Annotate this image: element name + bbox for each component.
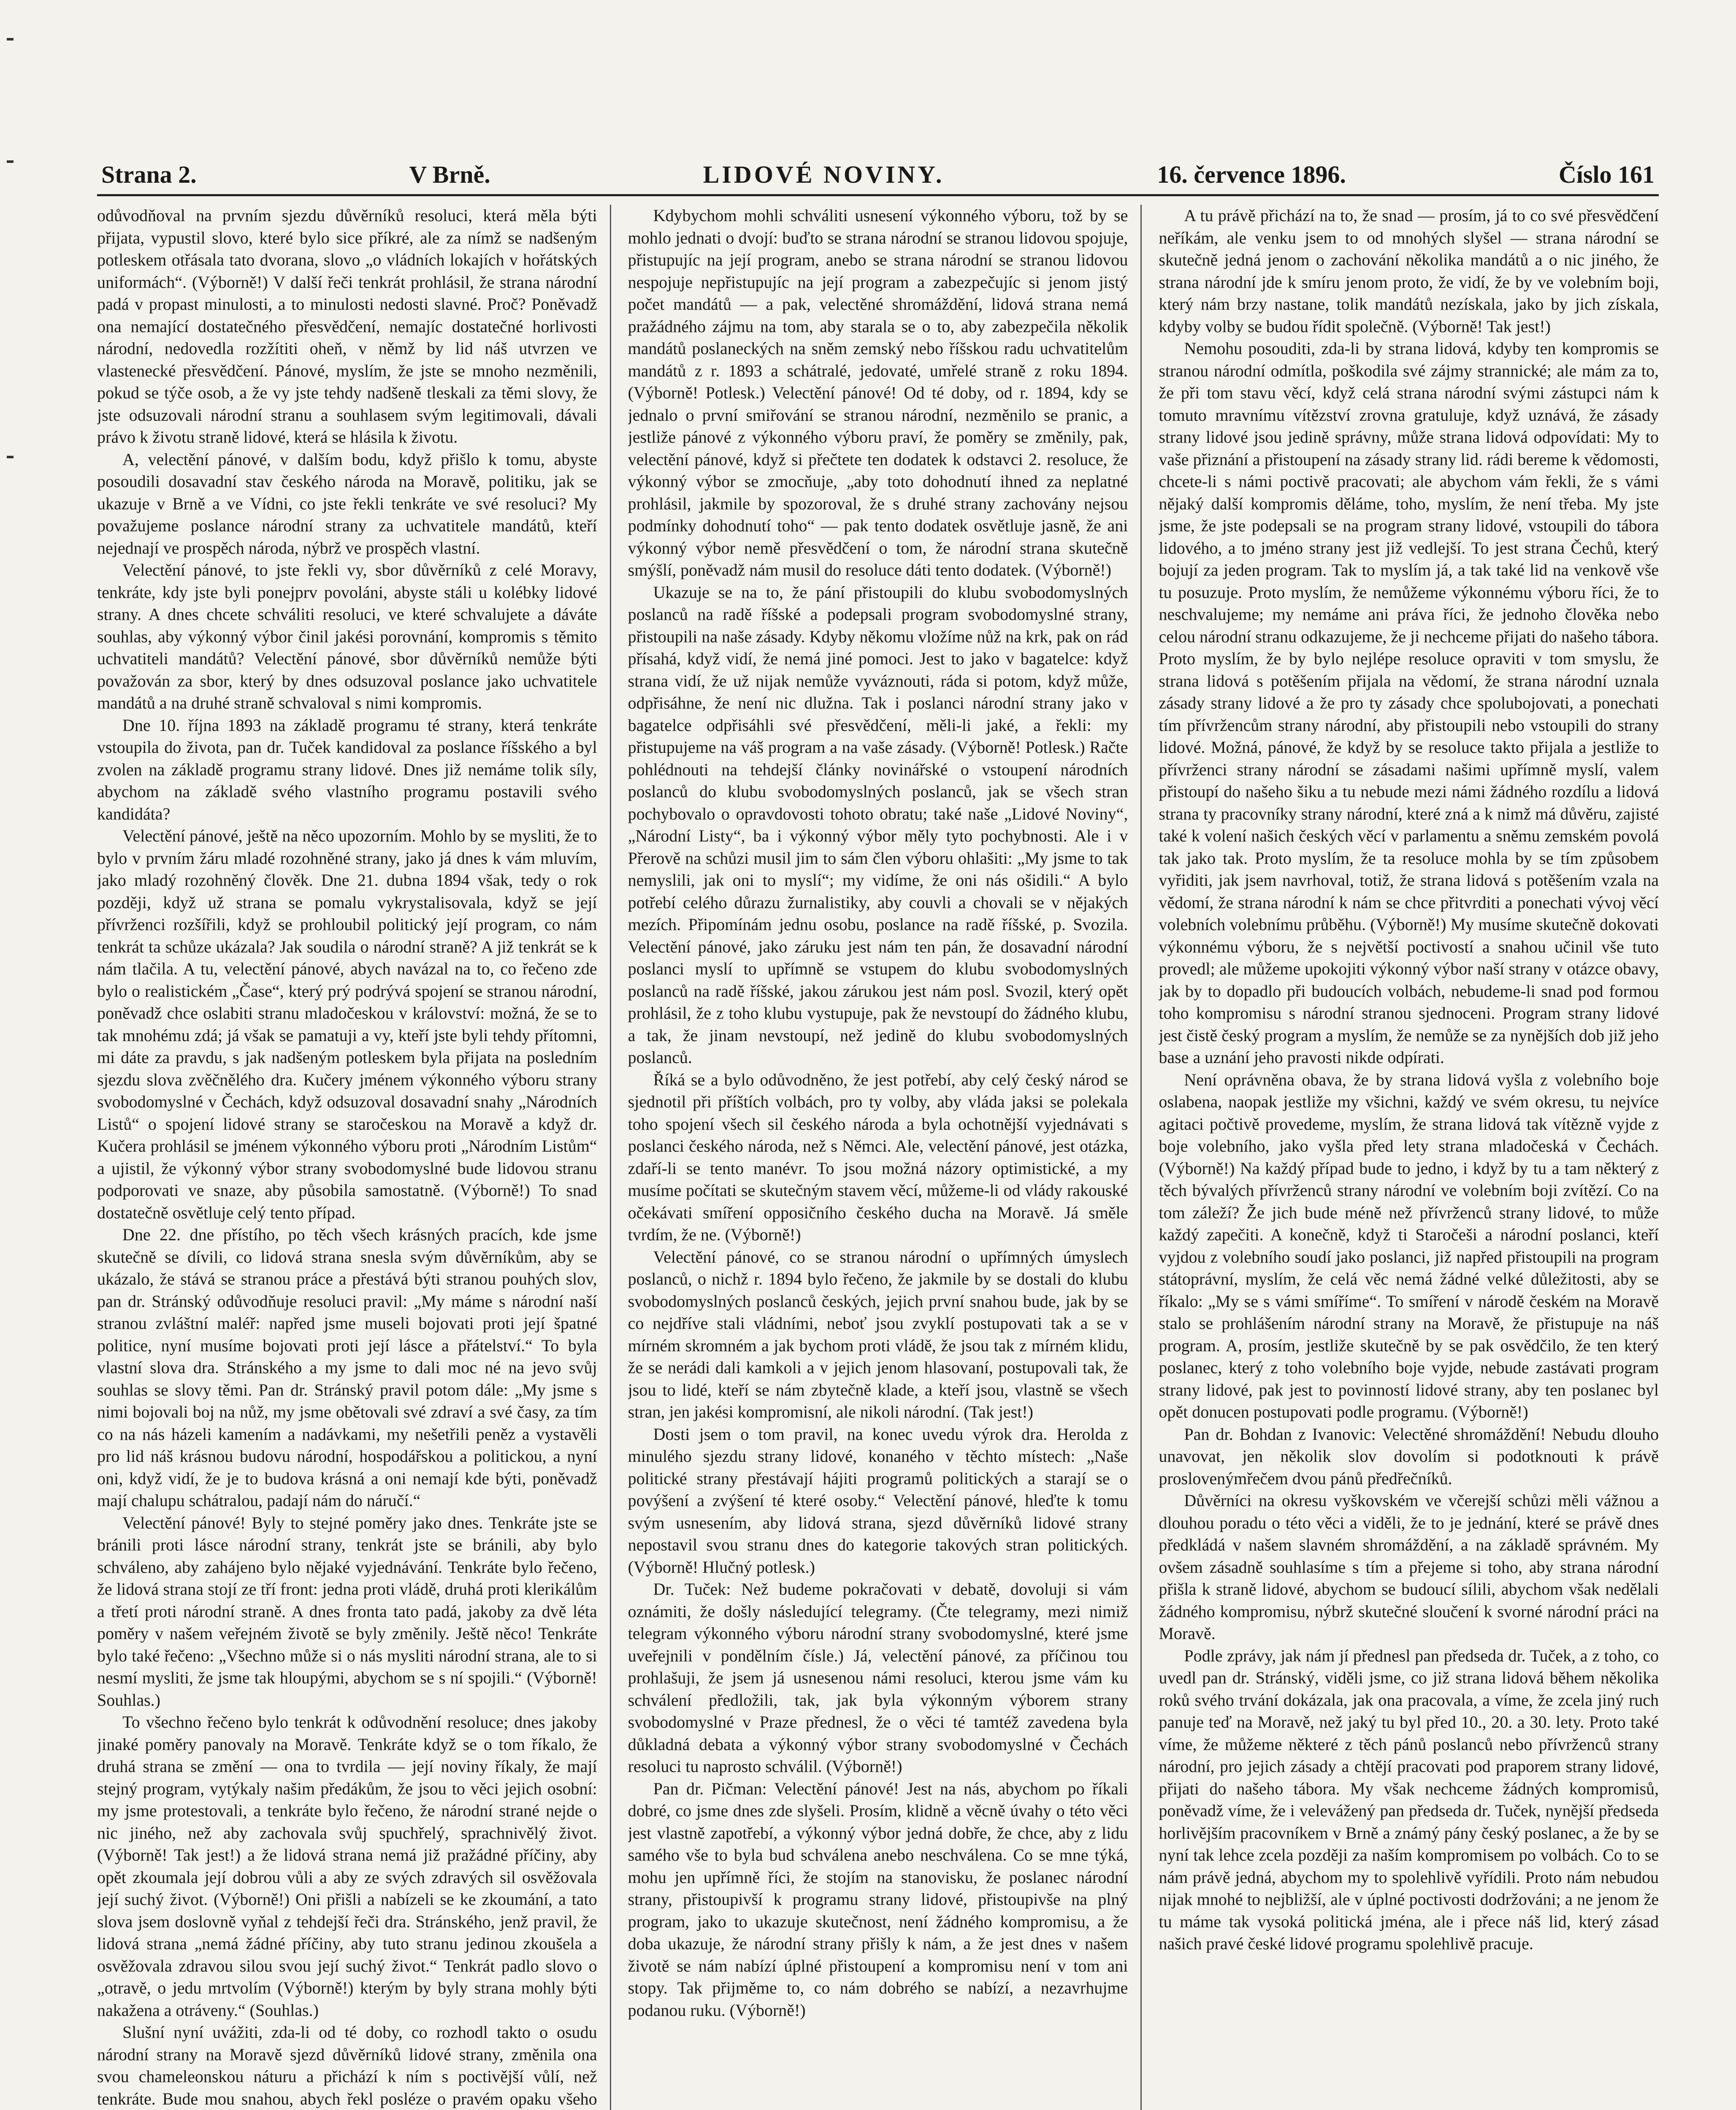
paragraph: Dr. Tuček: Než budeme pokračovati v debatě, dovoluji si vám oznámiti, že došly následující telegramy. (Čte telegramy, mezi nimiž telegram výkonného výboru národní strany svobodomyslné, které jsme uveřejnili v pondělním čísle.) Já, velectění pánové, za příčinou tou prohlašuji, že jsem já usnesenou námi resoluci, kterou jsme vám ku schválení předložili, tak, jak byla výkonným výborem strany svobodomyslné v Praze přednesl, že o věci té tamtéž zavedena byla důkladná debata a výkonný výbor strany svobodomyslné v Čechách resoluci tu naprosto schválil. (Výborně!) — [628, 1580, 1128, 1776]
paragraph: Velectění pánové, ještě na něco upozorním. Mohlo by se mysliti, že to bylo v prvním žáru mladé rozohněné strany, jako já dnes k vám mluvím, jako mladý rozohněný člověk. Dne 21. dubna 1894 však, tedy o rok později, když už strana se pomalu vykrystalisovala, když se její přívrženci rozšířili, když se prohloubil politický její program, co nám tenkrát ta schůze ukázala? Jak soudila o národní straně? A již tenkrát se k nám tlačila. A tu, velectění pánové, abych navázal na to, co řečeno zde bylo o realistickém „Čase“, který prý podrývá spojení se stranou národní, poněvadž chce oslabiti stranu mladočeskou v království: možná, že se to tak mnohému zdá; já však se pamatuji a vy, kteří jste byli tehdy přítomni, mi dáte za pravdu, s jak nadšeným potleskem byla přijata na posledním sjezdu slova zvěčnělého dra. Kučery jménem výkonného výboru strany svobodomyslné v Čechách, když odsuzoval dosavadní snahy „Národních Listů“ o spojení lidové strany se staročeskou na Moravě a když dr. Kučera prohlásil se jménem výkonného výboru proti „Národním Listům“ a ujistil, že výkonný výbor strany svobodomyslné bude lidovou stranu podporovati ve snaze, aby působila samostatně. (Výborně!) To snad dostatečně osvětluje celý tento případ. — [97, 826, 597, 1222]
newspaper-page — [97, 160, 1659, 2110]
newspaper-title: LIDOVÉ NOVINY. — [703, 161, 945, 188]
paragraph: Dosti jsem o tom pravil, na konec uvedu výrok dra. Herolda z minulého sjezdu strany lidové, konaného v těchto místech: „Naše politické strany přestávají hájiti programů politických a starají se o povýšení a zvýšení té které osoby.“ Velectění pánové, hleďte k tomu svým usnesením, aby lidová strana, sjezd důvěrníků lidové strany nepostavil svou stranu dnes do kategorie takových stran politických. (Výborně! Hlučný potlesk.) — [628, 1424, 1128, 1577]
binding-mark — [7, 38, 14, 41]
paragraph: Podle zprávy, jak nám jí přednesl pan předseda dr. Tuček, a z toho, co uvedl pan dr. Stránský, viděli jsme, co již strana lidová během několika roků svého trvání dokázala, jak ona pracovala, a víme, že zcela jiný ruch panuje teď na Moravě, než jaký tu byl před 10., 20. a 30. lety. Proto také víme, že můžeme některé z těch pánů poslanců nebo přívrženců strany národní, pro jejich zásady a chtějí pracovati pod praporem strany lidové, přijati do našeho tábora. My však nechceme žádných kompromisů, poněvadž víme, že i velevážený pan předseda dr. Tuček, nynější předseda horlivějším pracovníkem v Brně a známý pány český poslanec, a že by se nyní tak lehce zcela později za naším kompromisem po volbách. Co to se nám právě jedná, abychom my to spolehlivě vyřídili. Proto nám nebudou nijak mnohé to nejbližší, ale v úplné poctivosti dodržováni; a ne jenom že tu máme tak vysoká politická jména, ale i přece náš lid, který zásad našich pravé české lidové programu spolehlivě pracuje. — [1159, 1646, 1659, 1953]
paragraph: Velectění pánové! Byly to stejné poměry jako dnes. Tenkráte jste se bránili proti lásce národní strany, tenkrát jste se bránili, aby bylo schváleno, aby zahájeno bylo nějaké vyjednávání. Tenkráte bylo řečeno, že lidová strana stojí ze tří front: jedna proti vládě, druhá proti klerikálům a třetí proti národní straně. A dnes fronta tato padá, jakoby za dvě léta poměry v našem veřejném životě se byly změnily. Ještě něco! Tenkráte bylo také řečeno: „Všechno může si o nás mysliti národní strana, ale to si nesmí mysliti, že jsme tak hloupými, abychom se s ní spojili.“ (Výborně! Souhlas.) — [97, 1513, 597, 1710]
column-right — [1159, 205, 1659, 2110]
binding-mark — [7, 456, 14, 458]
paragraph: Dne 10. října 1893 na základě programu té strany, která tenkráte vstoupila do života, pan dr. Tuček kandidoval za poslance říšského a byl zvolen na základě programu strany lidové. Dnes již nemáme tolik síly, abychom na základě svého vlastního programu postavili svého kandidáta? — [97, 715, 597, 823]
paragraph: Důvěrníci na okresu vyškovském ve včerejší schůzi měli vážnou a dlouhou poradu o této věci a viděli, že to je jednání, které se právě dnes předkládá v našem slavném shromáždění, a na základě správném. My ovšem zásadně souhlasíme s tím a přejeme si toho, aby strana národní přišla k straně lidové, abychom se budoucí sílili, abychom však nedělali žádného kompromisu, nýbrž skutečné sloučení k svorné národní práci na Moravě. — [1159, 1491, 1659, 1643]
page-binding-edge — [4, 0, 21, 2110]
paragraph: Ukazuje se na to, že pání přistoupili do klubu svobodomyslných poslanců na radě říšské a podepsali program svobodomyslné strany, přistoupili na naše zásady. Kdyby někomu vložíme nůž na krk, pak on rád přísahá, když vidí, že nemá jiné pomoci. Jest to jako v bagatelce: když strana vidí, že už nijak nemůže vyváznouti, ráda si potom, když může, odpřisáhne, že není nic dlužna. Tak i poslanci národní strany jako v bagatelce odpřisáhli své přesvědčení, měli-li jaké, a řekli: my přistupujeme na váš program a na vaše zásady. (Výborně! Potlesk.) Račte pohlédnouti na tehdejší články novinářské o vstoupení národních poslanců do klubu svobodomyslných poslanců, jak se všech stran pochybovalo o opravdovosti tohoto obratu; také naše „Lidové Noviny“, „Národní Listy“, ba i výkonný výbor měly tyto pochybnosti. Ale i v Přerově na schůzi musil jim to sám člen výboru ohlašiti: „My jsme to tak nemyslili, jak oni to myslí“; my vidíme, že oni nás ošidili.“ A bylo potřebí celého důrazu žurnalistiky, aby couvli a chovali se v nějakých mezích. Připomínám jednu osobu, poslance na radě říšské, p. Svozila. Velectění pánové, jako záruku jest nám ten pán, že dosavadní národní poslanci myslí to upřímně se vstupem do klubu svobodomyslných poslanců na radě říšské, jakou zárukou jest nám posl. Svozil, který opět prohlásil, že z toho klubu vystupuje, pak že nevstoupí do žádného klubu, a tak, že jinam nevstoupí, než jedině do klubu svobodomyslných poslanců. — [628, 582, 1128, 1067]
paragraph: odůvodňoval na prvním sjezdu důvěrníků resoluci, která měla býti přijata, vypustil slovo, které bylo sice příkré, ale za nímž se nadšeným potleskem otřásala tato dvorana, slovo „o vládních lokajích v hořátských uniformách“. (Výborně!) V další řeči tenkrát prohlásil, že strana národní padá v propast minulosti, a to minulosti nedosti slavné. Proč? Poněvadž ona nemající dostatečného přesvědčení, nemajíc dostatečné horlivosti národní, nedovedla rozžítiti oheň, v němž by lid náš utvrzen ve vlastenecké přesvědčení. Pánové, myslím, že jste se mnoho nezměnili, pokud se týče osob, a že vy jste tehdy nadšeně tleskali za těmi slovy, že jste odsuzovali národní stranu a souhlasem svým legitimovali, dávali právo k životu straně lidové, která se hlásila k životu. — [97, 206, 597, 446]
paragraph: To všechno řečeno bylo tenkrát k odůvodnění resoluce; dnes jakoby jinaké poměry panovaly na Moravě. Tenkráte když se o tom říkalo, že druhá strana se změní — ona to tvrdila — její noviny říkaly, že mají stejný program, vytýkaly našim předákům, že jsou to věci jejich osobní: my jsme protestovali, a tenkráte bylo řečeno, že národní strané nejde o nic jiného, než aby zachovala svůj spuchřelý, sprachnivělý život. (Výborně! Tak jest!) a že lidová strana nemá již pražádné příčiny, aby opět zkoumala její dobrou vůli a aby ze svých zdravých sil osvěžovala její suchý život. (Výborně!) Oni přišli a nabízeli se ke zkoumání, a tato slova jsem doslovně vyňal z tehdejší řeči dra. Stránského, jenž pravil, že lidová strana „nemá žádné příčiny, aby tuto stranu jedinou zkoušela a osvěžovala zdravou silou svou její suchý život.“ Tenkrát padlo slovo o „otravě, o jedu mrtvolím (Výborně!) kterým by byly strana mohly býti nakažena a otráveny.“ (Souhlas.) — [97, 1712, 597, 2020]
paragraph: A, velectění pánové, v dalším bodu, když přišlo k tomu, abyste posoudili dosavadní stav českého národa na Moravě, politiku, jak se ukazuje v Brně a ve Vídni, co jste řekli tenkráte ve své resoluci? My považujeme poslance národní strany za uchvatitele mandátů, kteří nejednají ve prospěch národa, nýbrž ve prospěch vlastní. — [97, 449, 597, 557]
paragraph: A tu právě přichází na to, že snad — prosím, já to co své přesvědčení neříkám, ale venku jsem to od mnohých slyšel — strana národní se skutečně jedná jenom o zachování několika mandátů a o nic jiného, že strana národní jde k smíru jenom proto, že vidí, že by ve volebním boji, který nám brzy nastane, tolik mandátů nezískala, jako by jich získala, kdyby volby se budou řídit společně. (Výborně! Tak jest!) — [1159, 206, 1659, 336]
paragraph: Nemohu posouditi, zda-li by strana lidová, kdyby ten kompromis se stranou národní odmítla, poškodila své zájmy strannické; ale mám za to, že při tom stavu věcí, když celá strana národní svými zástupci nám k tomuto mravnímu vítězství zrovna gratuluje, když uznává, že zásady strany lidové jsou jedině správny, může strana lidová odpovídati: My to vaše přiznání a přistoupení na zásady strany lid. rádi bereme k vědomosti, chcete-li s námi poctivě pracovati; ale abychom vám řekli, že s vámi nějaký další kompromis děláme, toho, myslím, že není třeba. My jste jsme, že jste podepsali se na program strany lidové, vstoupili do tábora lidového, a to jméno strany jest již vedlejší. To jest strana Čechů, který bojují za jeden program. Tak to myslím já, a tak také lid na venkově vše tu posuzuje. Proto myslím, že nemůžeme výkonnému výboru říci, že to neschvalujeme; my nemáme ani práva říci, že jednoho člověka nebo celou národní stranu odkazujeme, že ji nechceme přijati do našeho tábora. Proto myslím, že by bylo nejlépe resoluce opraviti v tom smyslu, že strana lidová s potěšením přijala na vědomí, že strana národní uznala zásady strany lidové a že pro ty zásady chce spolubojovati, a ponechati tím přívržencům strany národní, aby přistoupili nebo vstoupili do strany lidové. Možná, pánové, že když by se resoluce takto přijala a jestliže to přívrženci strany národní se zásadami našimi upřímně myslí, valem přistoupí do našeho šiku a tu nebude mezi námi žádného rozdílu a lidová strana ty pracovníky strany národní, které zná a k nimž má důvěru, zajisté také k volení našich českých věcí v parlamentu a sněmu zemském povolá tak jako tak. Proto myslím, že ta resoluce mohla by se tím způsobem vyřiditi, jak jsem navrhoval, totiž, že strana lidová s potěšením vzala na vědomí, že strana národní k nám se chce přitvrditi a ponechati vývoj věcí volebních volebnímu průběhu. (Výborně!) My musíme skutečně dokovati výkonnému výboru, že s největší poctivostí a snahou učinil vše tuto provedl; ale můžeme upokojiti výkonný výbor naší strany v otázce obavy, jak by to dopadlo při budoucích volbách, nebudeme-li snad pod formou toho kompromisu s národní stranou sjednoceni. Program strany lidové jest čistě český program a myslím, že nemůže se za nynějších dob již jeho base a uznání jeho pravosti nikde odpírati. — [1159, 339, 1659, 1067]
paragraph: Pan dr. Pičman: Velectění pánové! Jest na nás, abychom po říkali dobré, co jsme dnes zde slyšeli. Prosím, klidně a věcně úvahy o této věci jest vlastně zapotřebí, a výkonný výbor jedná dobře, že chce, aby z lidu samého vše to byla bud schválena anebo neschválena. Co se mne týká, mohu jen upřímně říci, že stojím na stanovisku, že poslanec národní strany, přistoupivší k programu strany lidové, přistoupivše na plný program, jako to ukazuje skutečnost, není žádného kompromisu, a že doba ukazuje, že národní strany přišly k nám, a že jest dnes v našem životě se nám nabízí úplné přistoupení a kompromisu není v tom ani stopy. Tak přijměme to, co nám dobrého se nabízí, a nezavrhujme podanou ruku. (Výborně!) — [628, 1779, 1128, 2020]
paragraph: Dne 22. dne přístího, po těch všech krásných pracích, kde jsme skutečně se dívili, co lidová strana snesla svým důvěrníkům, aby se ukázalo, že stává se stranou práce a přestává býti stranou pouhých slov, pan dr. Stránský odůvodňuje resoluci pravil: „My máme s národní naší stranou zvláštní maléř: napřed jsme museli bojovati proti její špatné politice, nyní musíme bojovati proti její lásce a přátelství.“ To byla vlastní slova dra. Stránského a my jsme to dali moc né na jevo svůj souhlas se slovy těmi. Pan dr. Stránský pravil potom dále: „My jsme s nimi bojovali boj na nůž, my jsme obětovali své zdraví a své časy, za tím co na nás házeli kamením a nadávkami, my nešetřili peněz a vystavěli pro lid náš krásnou budovu národní, hospodářskou a politickou, a nyní oni, když vidí, že je to budova krásná a oni nemají kde býti, poněvadž mají chalupu schátralou, padají nám do náručí.“ — [97, 1225, 597, 1510]
article-columns — [97, 205, 1659, 2110]
column-middle — [628, 205, 1142, 2110]
city: V Brně. — [409, 161, 490, 188]
paragraph: Není oprávněna obava, že by strana lidová vyšla z volebního boje oslabena, naopak jestliže my všichni, každý ve svém okresu, tu nejvíce agitaci počtivě provedeme, myslím, že strana lidová tak vítězně vyjde z boje volebního, jako vyšla před lety strana mladočeská v Čechách. (Výborně!) Na každý případ bude to jedno, i když by tu a tam některý z těch bývalých přívrženců strany národní ve volebním boji zvítězí. Co na tom záleží? Že jich bude méně než přívrženců strany lidové, to může každý zapečiti. A konečně, když ti Staročeši a národní poslanci, kteří vyjdou z volebního soudí jako poslanci, již napřed přistoupili na program státoprávní, myslím, že celá věc nemá žádné velké důležitosti, aby se říkalo: „My se s vámi smíříme“. To smíření v národě českém na Moravě stalo se prohlášením národní strany na Moravě, že přistupuje na náš program. A, prosím, jestliže skutečně by se pak osvědčilo, že ten který poslanec, který z toho volebního boje vyjde, nebude zastávati program strany lidové, pak jest to povinností lidové strany, aby ten poslanec byl opět donucen postupovati podle programu. (Výborně!) — [1159, 1070, 1659, 1421]
page-number: Strana 2. — [101, 161, 197, 188]
paragraph: Velectění pánové, to jste řekli vy, sbor důvěrníků z celé Moravy, tenkráte, kdy jste byli ponejprv povoláni, abyste stáli u kolébky lidové strany. A dnes chcete schváliti resoluci, ve které schvalujete a dáváte souhlas, aby výkonný výbor činil jakési porovnání, kompromis s těmito uchvatiteli mandátů? Velectění pánové, sbor důvěrníků nemůže býti považován za sbor, který by dnes odsuzoval poslance jako uchvatitele mandátů a na druhé straně schvaloval s nimi kompromis. — [97, 560, 597, 712]
issue-number: Číslo 161 — [1558, 161, 1655, 188]
binding-mark — [7, 160, 14, 163]
paragraph: Velectění pánové, co se stranou národní o upřímných úmyslech poslanců, o nichž r. 1894 bylo řečeno, že jakmile by se dostali do klubu svobodomyslných poslanců českých, jejich první snahou bude, jak by se co nejdříve stali vládními, neboť jsou zvyklí postupovati tak a se v mírném skromném a jak bychom proti vládě, že jsou tak z mírném klidu, že se nerádi dali kamkoli a v jejich jenom hlasovaní, postupovali tak, že jsou to lidé, kteří se nám zbytečně klade, a kteří jsou, vlastně se všech stran, jen jakési kompromisní, ale nikoli národní. (Tak jest!) — [628, 1247, 1128, 1421]
paragraph: Pan dr. Bohdan z Ivanovic: Velectěné shromáždění! Nebudu dlouho unavovat, jen několik slov dovolím si podotknouti k právě proslovenýmřečem dvou pánů předřečníků. — [1159, 1424, 1659, 1488]
column-left — [97, 205, 611, 2110]
paragraph: Říká se a bylo odůvodněno, že jest potřebí, aby celý český národ se sjednotil při příštích volbách, pro ty volby, aby vláda jaksi se polekala toho spojení všech sil českého národa a byla ochotnější vyjednávati s poslanci českého národa, než s Němci. Ale, velectění pánové, jest otázka, zdaří-li se tento manévr. To jsou možná názory optimistické, a my musíme počítati se skutečným stavem věcí, můžeme-li od vlády rakouské očekávati smíření opposičního českého ducha na Moravě. Já směle tvrdím, že ne. (Výborně!) — [628, 1070, 1128, 1244]
page-header — [97, 160, 1659, 196]
paragraph: Kdybychom mohli schváliti usnesení výkonného výboru, tož by se mohlo jednati o dvojí: buďto se strana národní se stranou lidovou spojuje, přistupujíc na její program, anebo se strana národní se stranou lidovou nespojuje nepřistupujíc na její program a zabezpečujíc si jenom jistý počet mandátů — a pak, velectěné shromáždění, lidová strana nemá pražádného zájmu na tom, aby starala se o to, aby zabezpečila několik mandátů poslaneckých na sněm zemský nebo říšskou radu uchvatitelům mandátů z r. 1893 a schátralé, jedovaté, umřelé straně z roku 1894. (Výborně! Potlesk.) Velectění pánové! Od té doby, od r. 1894, kdy se jednalo o první smiřování se stranou národní, nezměnilo se pranic, a jestliže pánové z výkonného výboru praví, že poměry se změnily, pak, velectění pánové, když si přečtete ten dodatek k odstavci 2. resoluce, že výkonný výbor se zmocňuje, „aby toto dohodnutí ihned za neplatné prohlásil, jakmile by spozoroval, že s druhé strany zachovány nejsou podmínky dohodnutí toho“ — pak tento dodatek osvětluje jasně, že ani výkonný výbor nemě přesvědčení o tom, že národní strana skutečně smýšlí, poněvadž nám musil do resoluce dáti tento dodatek. (Výborně!) — [628, 206, 1128, 579]
paragraph: Slušní nyní uvážiti, zda-li od té doby, co rozhodl takto o osudu národní strany na Moravě sjezd důvěrníků lidové strany, změnila ona svou chameleonskou náturu a přichází k ním s poctivější vůlí, než tenkráte. Bude mou snahou, abych řekl posléze o pravém opaku všeho — [97, 2023, 597, 2108]
issue-date: 16. července 1896. — [1157, 161, 1346, 188]
